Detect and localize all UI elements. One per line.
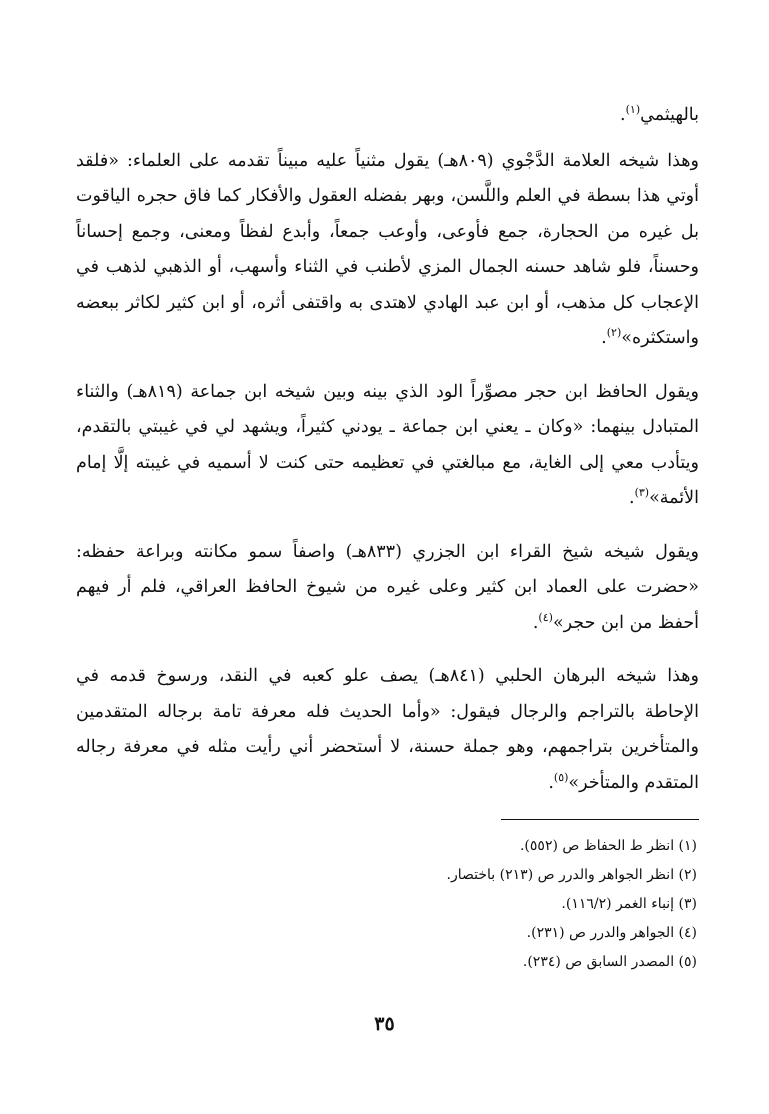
paragraph-4 [76, 535, 699, 642]
paragraph-text: ويقول شيخه شيخ القراء ابن الجزري (٨٣٣هـ) واصفاً سمو مكانته وبراعة حفظه: «حضرت على العماد ابن كثير وعلى غيره من شيوخ الحافظ العراقي، فلم أر فيهم أحفظ من ابن حجر» [76, 541, 700, 633]
footnote-marker-5: (٥) [553, 770, 569, 784]
paragraph-end: . [628, 488, 635, 508]
footnote-marker-4: (٤) [538, 610, 553, 624]
footnotes-list [76, 832, 699, 977]
footnote-marker-3: (٣) [634, 486, 650, 500]
paragraph-3 [76, 375, 699, 517]
footnote-divider [501, 819, 699, 820]
paragraph-text: ويقول الحافظ ابن حجر مصوِّراً الود الذي بينه وبين شيخه ابن جماعة (٨١٩هـ) والثناء المتبادل بينهما: «وكان ـ يعني ابن جماعة ـ يودني كثيراً، ويشهد لي في غيبتي بالتقدم، ويتأدب معي إلى الغاية، مع مبالغتي في تعظيمه حتى كنت لا أسميه في غيبته إلَّا إمام الأئمة» [76, 381, 699, 508]
paragraph-1 [76, 98, 699, 134]
paragraph-text: وهذا شيخه البرهان الحلبي (٨٤١هـ) يصف علو كعبه في النقد، ورسوخ قدمه في الإحاطة بالتراجم والرجال فيقول: «وأما الحديث فله معرفة تامة برجاله المتقدمين والمتأخرين بتراجمهم، وهو جملة حسنة، لا أستحضر أني رأيت مثله في معرفة رجاله المتقدم والمتأخر» [76, 666, 699, 793]
paragraph-text: وهذا شيخه العلامة الدَّجْوي (٨٠٩هـ) يقول مثنياً عليه مبيناً تقدمه على العلماء: «فلقد أوتي هذا بسطة في العلم واللَّسن، وبهر بفضله العقول والأفكار كما فاق حجره الياقوت بل غيره من الحجارة، جمع فأوعى، وأوعب جمعاً، وأبدع لفظاً ومعنى، وجمع إحساناً وحسناً، فلو شاهد حسنه الجمال المزي لأطنب في الثناء وأسهب، أو الذهبي لذهب في الإعجاب كل مذهب، أو ابن عبد الهادي لاهتدى به واقتفى أثره، أو ابن كثير لكاثر ببعضه واستكثره» [76, 150, 699, 348]
paragraph-end: . [532, 612, 539, 633]
paragraph-2 [76, 144, 699, 357]
footnote-marker-2: (٢) [606, 326, 622, 340]
footnote-3: (٣) إنباء الغمر (١١٦/٢). [561, 896, 697, 912]
paragraph-end: . [601, 328, 607, 348]
paragraph-end: . [620, 105, 626, 125]
footnote-4: (٤) الجواهر والدرر ص (٢٣١). [526, 925, 697, 941]
paragraph-end: . [548, 772, 554, 793]
paragraph-text: بالهيثمي [640, 105, 699, 125]
footnote-marker-1: (١) [625, 103, 641, 117]
body-text [76, 98, 699, 801]
footnote-1: (١) انظر ط الحفاظ ص (٥٥٢). [519, 838, 697, 854]
paragraph-5 [76, 659, 699, 801]
footnote-2: (٢) انظر الجواهر والدرر ص (٢١٣) باختصار. [446, 867, 697, 883]
page-number: ٣٥ [374, 1013, 395, 1035]
footnote-5: (٥) المصدر السابق ص (٢٣٤). [522, 954, 697, 970]
